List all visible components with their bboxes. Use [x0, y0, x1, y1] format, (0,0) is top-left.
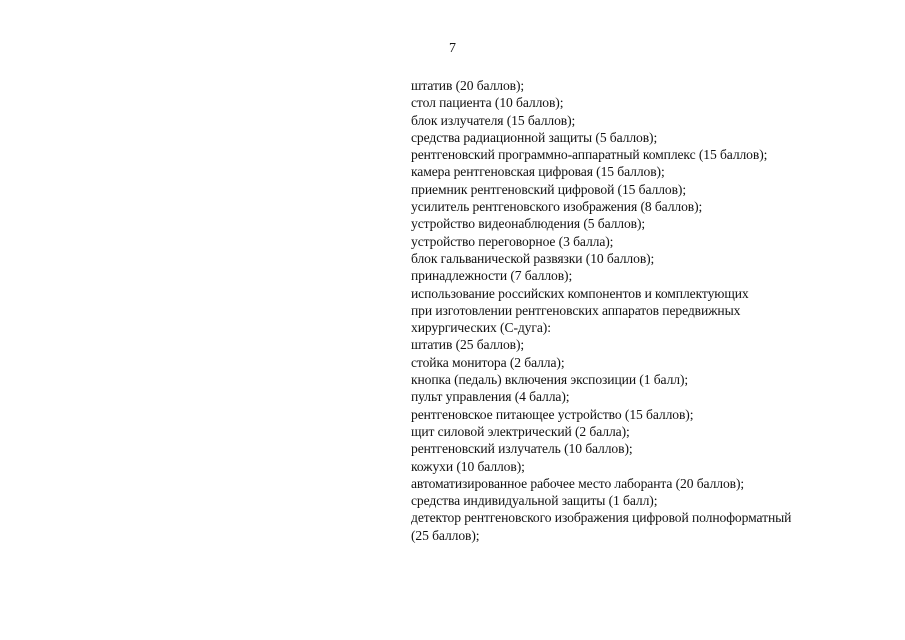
text-line: пульт управления (4 балла);	[411, 389, 570, 405]
text-line: рентгеновский излучатель (10 баллов);	[411, 441, 633, 457]
text-line: штатив (20 баллов);	[411, 78, 525, 93]
text-line: штатив (25 баллов);	[411, 337, 525, 353]
text-line: кнопка (педаль) включения экспозиции (1 балл);	[411, 372, 689, 388]
text-line: усилитель рентгеновского изображения (8 баллов);	[411, 199, 703, 215]
text-line: кожухи (10 баллов);	[411, 458, 525, 474]
text-line: рентгеновское питающее устройство (15 баллов);	[411, 406, 694, 422]
text-line: автоматизированное рабочее место лаборанта (20 баллов);	[411, 475, 745, 491]
text-line: детектор рентгеновского изображения цифровой полноформатный	[411, 510, 792, 526]
text-line: стойка монитора (2 балла);	[411, 354, 565, 370]
text-line: при изготовлении рентгеновских аппаратов передвижных	[411, 302, 741, 318]
text-line: использование российских компонентов и комплектующих	[411, 285, 749, 301]
text-line: принадлежности (7 баллов);	[411, 268, 573, 284]
text-line: средства индивидуальной защиты (1 балл);	[411, 493, 658, 509]
text-line: хирургических (С-дуга):	[411, 320, 551, 336]
page-number: 7	[449, 41, 456, 56]
text-line: щит силовой электрический (2 балла);	[411, 423, 630, 439]
text-line: рентгеновский программно-аппаратный комплекс (15 баллов);	[411, 147, 768, 163]
text-line: блок излучателя (15 баллов);	[411, 112, 576, 128]
text-line: (25 баллов);	[411, 527, 480, 543]
body-text	[411, 77, 891, 544]
text-line: стол пациента (10 баллов);	[411, 95, 564, 111]
text-line: устройство видеонаблюдения (5 баллов);	[411, 216, 646, 232]
text-line: средства радиационной защиты (5 баллов);	[411, 129, 658, 145]
text-line: камера рентгеновская цифровая (15 баллов);	[411, 164, 665, 180]
text-line: блок гальванической развязки (10 баллов);	[411, 250, 655, 266]
text-line: приемник рентгеновский цифровой (15 баллов);	[411, 181, 687, 197]
text-line: устройство переговорное (3 балла);	[411, 233, 614, 249]
